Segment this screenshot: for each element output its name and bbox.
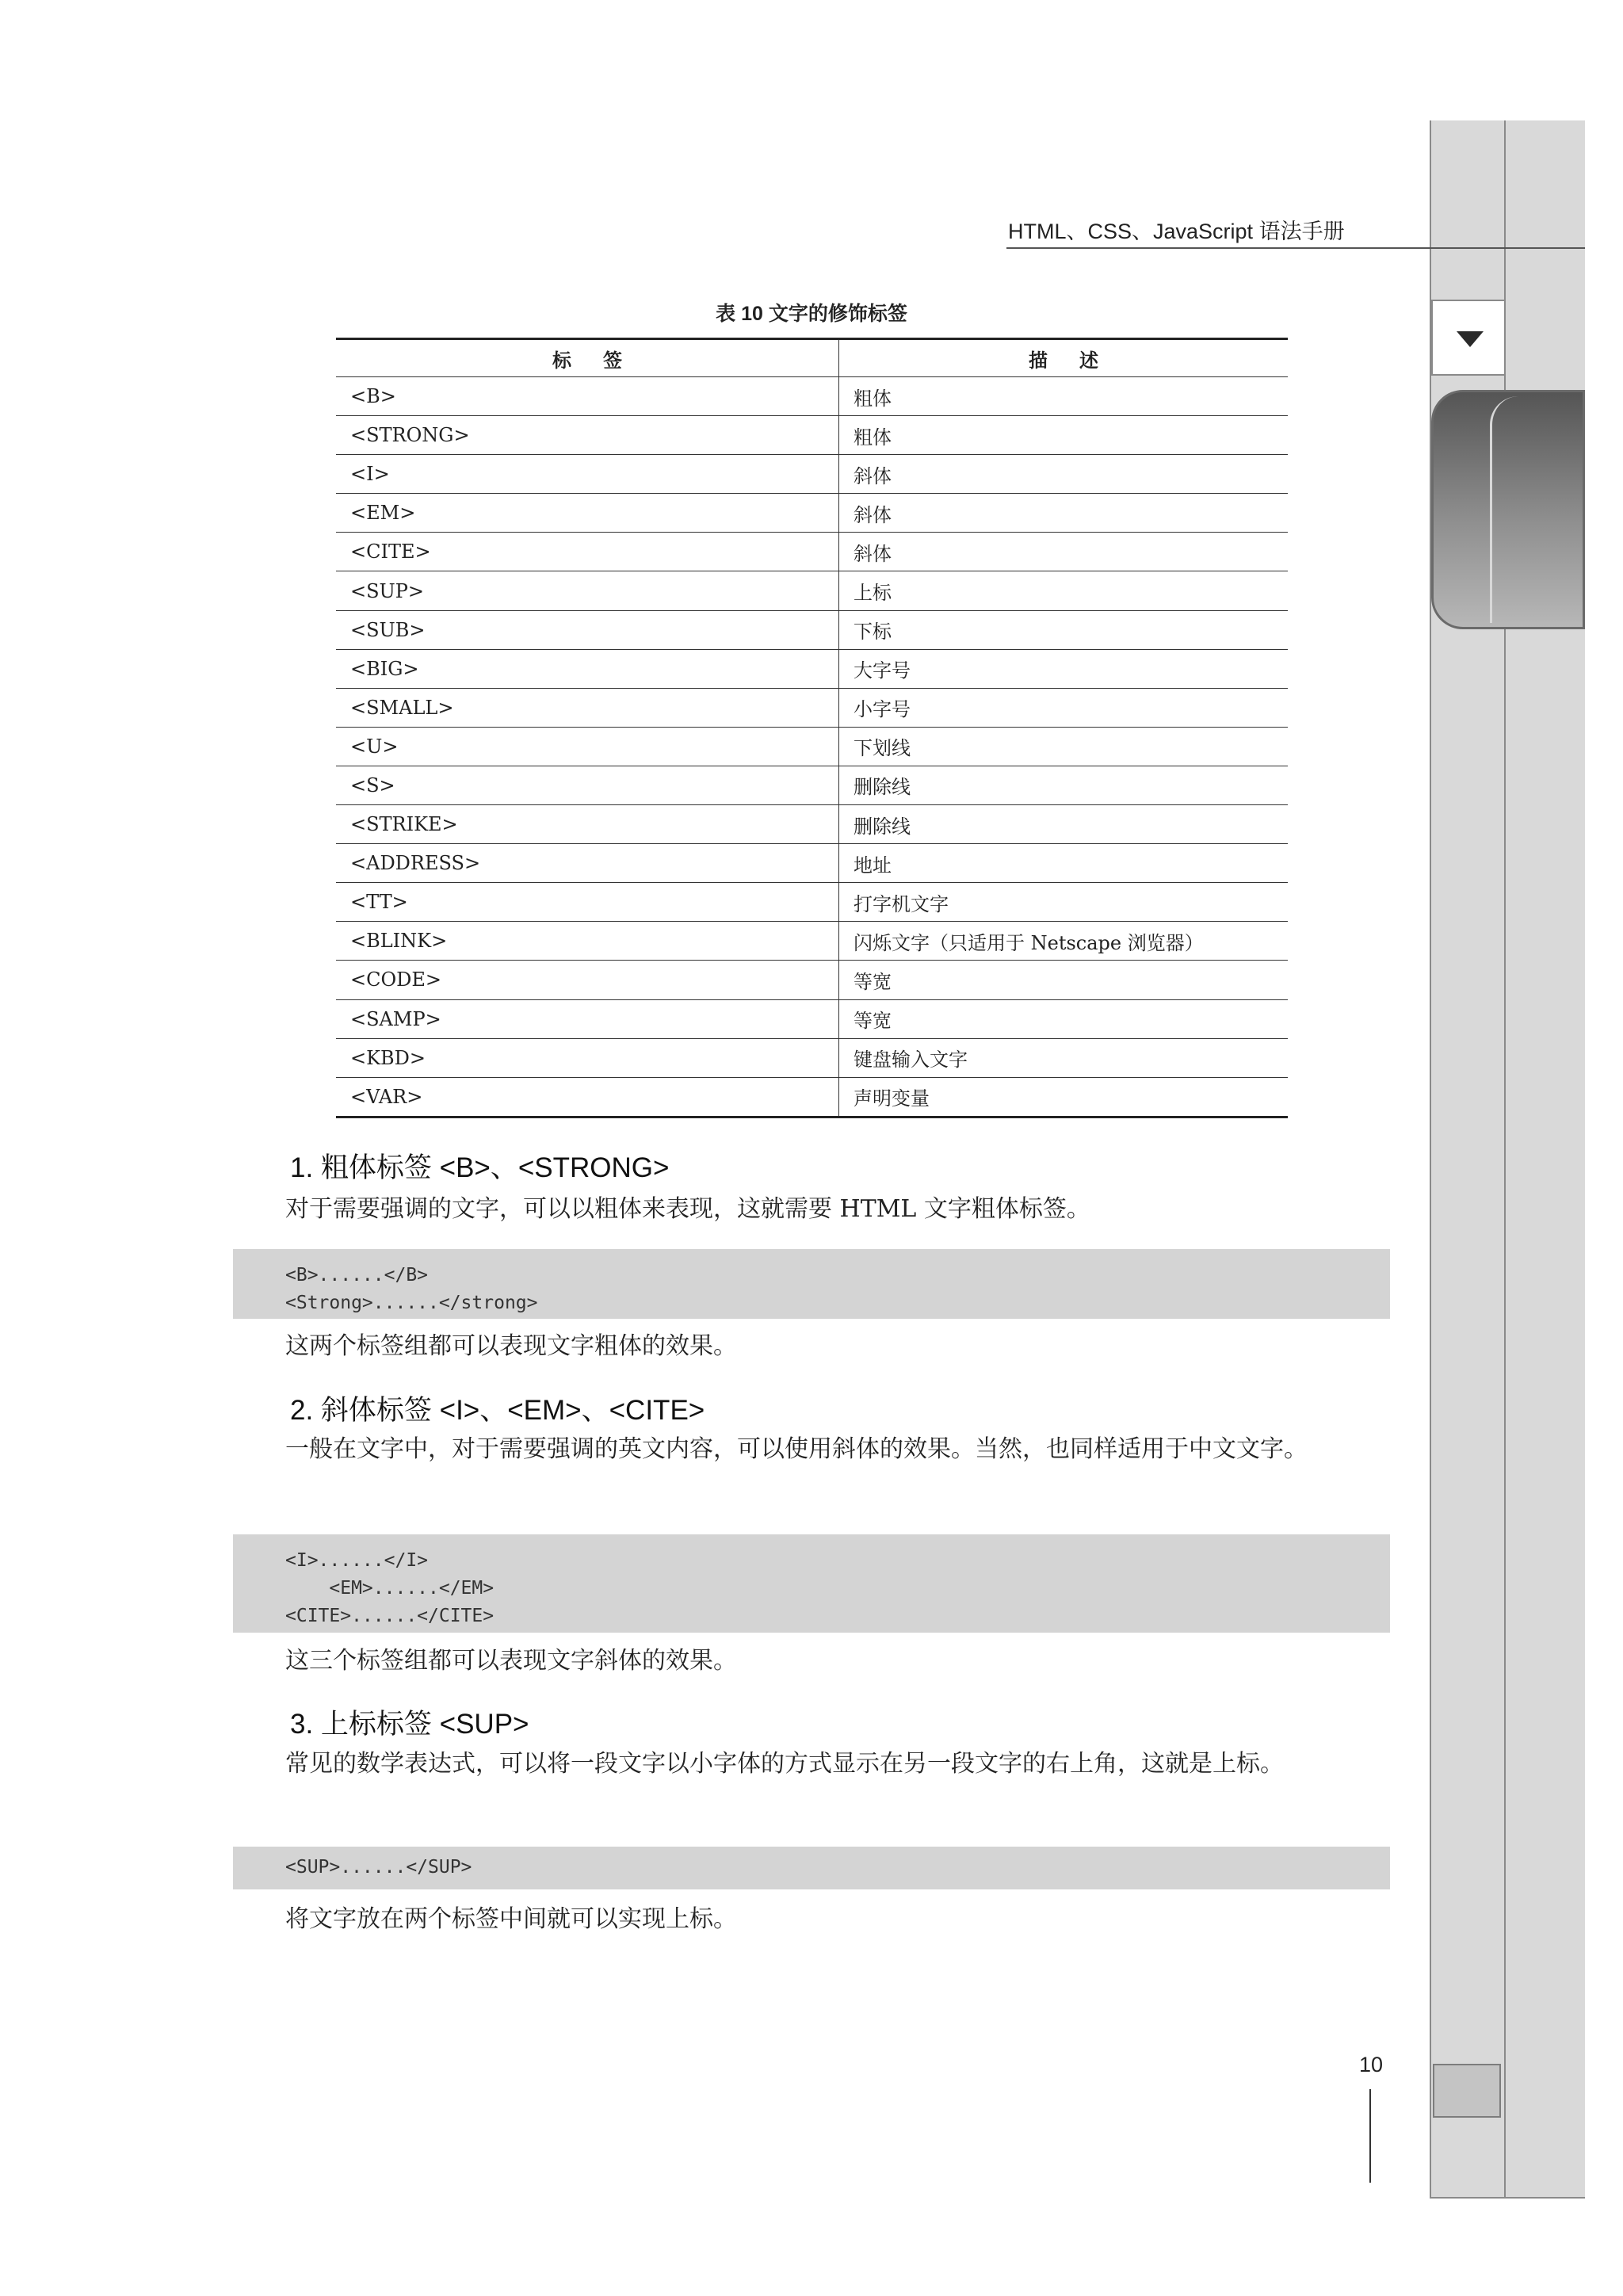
description-cell: 打字机文字: [839, 883, 1289, 922]
table-header-row: [336, 339, 1288, 377]
table-row: [336, 844, 1288, 883]
table-row: [336, 1038, 1288, 1077]
column-header-tag: 标签: [336, 339, 839, 377]
code-line: <B>......</B>: [285, 1265, 429, 1286]
tag-cell: <KBD>: [336, 1038, 839, 1077]
table-row: [336, 727, 1288, 766]
section-2-title: 2. 斜体标签 <I>、<EM>、<CITE>: [290, 1395, 705, 1426]
table-row: [336, 999, 1288, 1038]
table-row: [336, 688, 1288, 727]
description-cell: 小字号: [839, 688, 1289, 727]
table-row: [336, 455, 1288, 494]
code-line: <SUP>......</SUP>: [285, 1857, 472, 1878]
tag-cell: <U>: [336, 727, 839, 766]
section-2-code: [233, 1534, 1390, 1633]
tags-table: [336, 338, 1288, 1118]
tag-cell: <SUB>: [336, 610, 839, 649]
page-number-rule: [1369, 2089, 1371, 2183]
description-cell: 斜体: [839, 494, 1289, 533]
table-row: [336, 610, 1288, 649]
section-3-title: 3. 上标标签 <SUP>: [290, 1709, 529, 1740]
code-line: <I>......</I>: [285, 1550, 429, 1571]
tag-cell: <TT>: [336, 883, 839, 922]
table-row: [336, 416, 1288, 455]
table-row: [336, 883, 1288, 922]
section-1-code: [233, 1249, 1390, 1319]
tag-cell: <EM>: [336, 494, 839, 533]
table-row: [336, 377, 1288, 416]
description-cell: 删除线: [839, 766, 1289, 804]
description-cell: 键盘输入文字: [839, 1038, 1289, 1077]
description-cell: 等宽: [839, 999, 1289, 1038]
table-caption: 表 10 文字的修饰标签: [716, 303, 907, 325]
section-3-outro: 将文字放在两个标签中间就可以实现上标。: [285, 1905, 737, 1933]
code-line: <EM>......</EM>: [285, 1578, 495, 1599]
section-2-outro: 这三个标签组都可以表现文字斜体的效果。: [285, 1647, 737, 1675]
table-row: [336, 571, 1288, 610]
description-cell: 声明变量: [839, 1077, 1289, 1117]
table-row: [336, 922, 1288, 961]
description-cell: 等宽: [839, 961, 1289, 999]
tag-cell: <STRIKE>: [336, 805, 839, 844]
running-head: HTML、CSS、JavaScript 语法手册: [1008, 220, 1345, 243]
triangle-down-icon: [1457, 331, 1484, 347]
tag-cell: <ADDRESS>: [336, 844, 839, 883]
section-3-code: [233, 1847, 1390, 1889]
description-cell: 闪烁文字（只适用于 Netscape 浏览器）: [839, 922, 1289, 961]
header-rule: [1006, 247, 1585, 249]
tag-cell: <S>: [336, 766, 839, 804]
description-cell: 斜体: [839, 533, 1289, 571]
section-3-intro: 常见的数学表达式，可以将一段文字以小字体的方式显示在另一段文字的右上角，这就是上标。: [285, 1750, 1284, 1778]
tag-cell: <BIG>: [336, 649, 839, 688]
description-cell: 下划线: [839, 727, 1289, 766]
code-line: <Strong>......</strong>: [285, 1293, 538, 1313]
tag-cell: <CODE>: [336, 961, 839, 999]
table-body: [336, 377, 1288, 1117]
tag-cell: <SAMP>: [336, 999, 839, 1038]
tag-cell: <CITE>: [336, 533, 839, 571]
thumb-tab-highlight: [1490, 396, 1587, 623]
corner-box: [1433, 2064, 1501, 2118]
description-cell: 上标: [839, 571, 1289, 610]
description-cell: 粗体: [839, 377, 1289, 416]
table-row: [336, 494, 1288, 533]
table-row: [336, 533, 1288, 571]
table-row: [336, 805, 1288, 844]
tag-cell: <BLINK>: [336, 922, 839, 961]
description-cell: 大字号: [839, 649, 1289, 688]
column-header-desc: 描述: [839, 339, 1289, 377]
section-2-intro: 一般在文字中，对于需要强调的英文内容，可以使用斜体的效果。当然，也同样适用于中文文字。: [285, 1435, 1308, 1463]
section-1-outro: 这两个标签组都可以表现文字粗体的效果。: [285, 1332, 737, 1360]
table-row: [336, 961, 1288, 999]
tag-cell: <VAR>: [336, 1077, 839, 1117]
description-cell: 粗体: [839, 416, 1289, 455]
page-number: 10: [1358, 2053, 1384, 2076]
table-row: [336, 649, 1288, 688]
code-line: <CITE>......</CITE>: [285, 1606, 495, 1626]
tag-cell: <SMALL>: [336, 688, 839, 727]
tag-cell: <B>: [336, 377, 839, 416]
tag-cell: <STRONG>: [336, 416, 839, 455]
description-cell: 地址: [839, 844, 1289, 883]
description-cell: 删除线: [839, 805, 1289, 844]
tag-cell: <I>: [336, 455, 839, 494]
table-row: [336, 1077, 1288, 1117]
section-1-intro: 对于需要强调的文字，可以以粗体来表现，这就需要 HTML 文字粗体标签。: [285, 1195, 1090, 1223]
section-1-title: 1. 粗体标签 <B>、<STRONG>: [290, 1152, 670, 1183]
table-row: [336, 766, 1288, 804]
description-cell: 斜体: [839, 455, 1289, 494]
tag-cell: <SUP>: [336, 571, 839, 610]
side-strip-bottom: [1430, 2197, 1585, 2199]
description-cell: 下标: [839, 610, 1289, 649]
nav-box: [1431, 300, 1506, 376]
